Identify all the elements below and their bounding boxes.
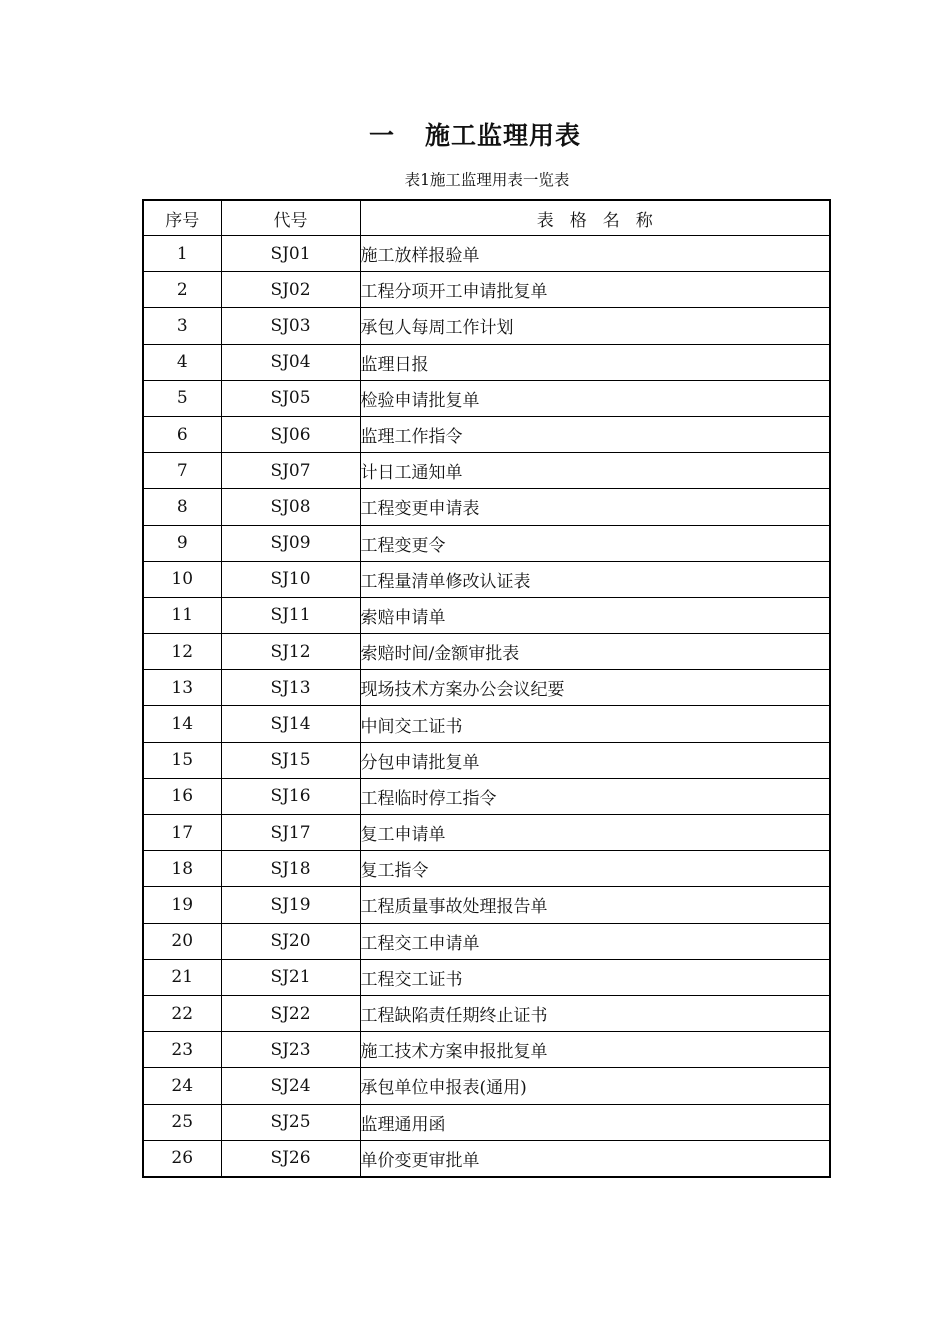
row-code: SJ10	[221, 561, 360, 597]
table-row	[143, 742, 830, 778]
table-row	[143, 923, 830, 959]
row-seq: 19	[143, 887, 221, 923]
row-seq: 5	[143, 380, 221, 416]
row-code: SJ12	[221, 634, 360, 670]
row-name: 承包人每周工作计划	[360, 308, 830, 344]
table-row	[143, 887, 830, 923]
row-name: 单价变更审批单	[360, 1140, 830, 1177]
row-seq: 23	[143, 1032, 221, 1068]
row-seq: 1	[143, 236, 221, 272]
table-row	[143, 959, 830, 995]
row-code: SJ07	[221, 453, 360, 489]
row-name: 工程质量事故处理报告单	[360, 887, 830, 923]
row-name: 工程交工证书	[360, 959, 830, 995]
row-name: 工程缺陷责任期终止证书	[360, 995, 830, 1031]
row-seq: 10	[143, 561, 221, 597]
row-name: 检验申请批复单	[360, 380, 830, 416]
table-caption: 表1施工监理用表一览表	[404, 171, 570, 189]
table-row	[143, 308, 830, 344]
row-seq: 21	[143, 959, 221, 995]
row-code: SJ18	[221, 851, 360, 887]
row-name: 复工申请单	[360, 815, 830, 851]
row-name: 现场技术方案办公会议纪要	[360, 670, 830, 706]
table-row	[143, 778, 830, 814]
table-row	[143, 1104, 830, 1140]
table-row	[143, 380, 830, 416]
table-row	[143, 995, 830, 1031]
table-row	[143, 344, 830, 380]
title-text: 施工监理用表	[425, 121, 582, 150]
row-seq: 15	[143, 742, 221, 778]
row-seq: 26	[143, 1140, 221, 1177]
row-seq: 4	[143, 344, 221, 380]
table-row	[143, 489, 830, 525]
row-code: SJ23	[221, 1032, 360, 1068]
row-code: SJ22	[221, 995, 360, 1031]
forms-table	[142, 199, 831, 1178]
row-code: SJ14	[221, 706, 360, 742]
header-code: 代号	[221, 200, 360, 236]
row-name: 监理通用函	[360, 1104, 830, 1140]
row-name: 工程变更申请表	[360, 489, 830, 525]
row-seq: 14	[143, 706, 221, 742]
row-seq: 8	[143, 489, 221, 525]
row-seq: 20	[143, 923, 221, 959]
row-name: 监理日报	[360, 344, 830, 380]
row-name: 施工放样报验单	[360, 236, 830, 272]
table-row	[143, 561, 830, 597]
row-code: SJ19	[221, 887, 360, 923]
row-seq: 18	[143, 851, 221, 887]
table-row	[143, 453, 830, 489]
row-name: 计日工通知单	[360, 453, 830, 489]
row-code: SJ04	[221, 344, 360, 380]
row-name: 工程分项开工申请批复单	[360, 272, 830, 308]
table-row	[143, 706, 830, 742]
row-code: SJ03	[221, 308, 360, 344]
row-name: 中间交工证书	[360, 706, 830, 742]
row-code: SJ26	[221, 1140, 360, 1177]
header-seq: 序号	[143, 200, 221, 236]
row-seq: 24	[143, 1068, 221, 1104]
row-seq: 22	[143, 995, 221, 1031]
row-name: 施工技术方案申报批复单	[360, 1032, 830, 1068]
row-seq: 9	[143, 525, 221, 561]
row-code: SJ11	[221, 597, 360, 633]
table-row	[143, 1140, 830, 1177]
row-code: SJ13	[221, 670, 360, 706]
row-name: 复工指令	[360, 851, 830, 887]
table-row	[143, 1032, 830, 1068]
table-row	[143, 670, 830, 706]
row-seq: 12	[143, 634, 221, 670]
row-seq: 11	[143, 597, 221, 633]
row-name: 工程量清单修改认证表	[360, 561, 830, 597]
row-name: 分包申请批复单	[360, 742, 830, 778]
row-name: 监理工作指令	[360, 416, 830, 452]
row-code: SJ15	[221, 742, 360, 778]
row-code: SJ17	[221, 815, 360, 851]
page-title	[0, 116, 950, 156]
row-seq: 16	[143, 778, 221, 814]
row-code: SJ21	[221, 959, 360, 995]
table-row	[143, 815, 830, 851]
row-seq: 6	[143, 416, 221, 452]
table-row	[143, 597, 830, 633]
row-code: SJ16	[221, 778, 360, 814]
row-seq: 13	[143, 670, 221, 706]
row-seq: 25	[143, 1104, 221, 1140]
row-name: 工程变更令	[360, 525, 830, 561]
table-row	[143, 236, 830, 272]
row-seq: 2	[143, 272, 221, 308]
table-body	[143, 236, 830, 1177]
row-code: SJ24	[221, 1068, 360, 1104]
table-header-row	[143, 200, 830, 236]
row-code: SJ08	[221, 489, 360, 525]
table-row	[143, 416, 830, 452]
header-name	[360, 200, 830, 236]
title-number: 一	[368, 121, 395, 150]
row-name: 索赔时间/金额审批表	[360, 634, 830, 670]
table-row	[143, 1068, 830, 1104]
row-code: SJ05	[221, 380, 360, 416]
table-row	[143, 525, 830, 561]
row-name: 承包单位申报表(通用)	[360, 1068, 830, 1104]
row-code: SJ02	[221, 272, 360, 308]
row-name: 工程交工申请单	[360, 923, 830, 959]
row-name: 工程临时停工指令	[360, 778, 830, 814]
table-row	[143, 851, 830, 887]
row-code: SJ01	[221, 236, 360, 272]
row-name: 索赔申请单	[360, 597, 830, 633]
header-name-label: 表格名称	[536, 210, 669, 231]
row-code: SJ09	[221, 525, 360, 561]
row-code: SJ20	[221, 923, 360, 959]
row-seq: 17	[143, 815, 221, 851]
row-code: SJ06	[221, 416, 360, 452]
row-seq: 7	[143, 453, 221, 489]
row-seq: 3	[143, 308, 221, 344]
table-row	[143, 634, 830, 670]
table-row	[143, 272, 830, 308]
row-code: SJ25	[221, 1104, 360, 1140]
